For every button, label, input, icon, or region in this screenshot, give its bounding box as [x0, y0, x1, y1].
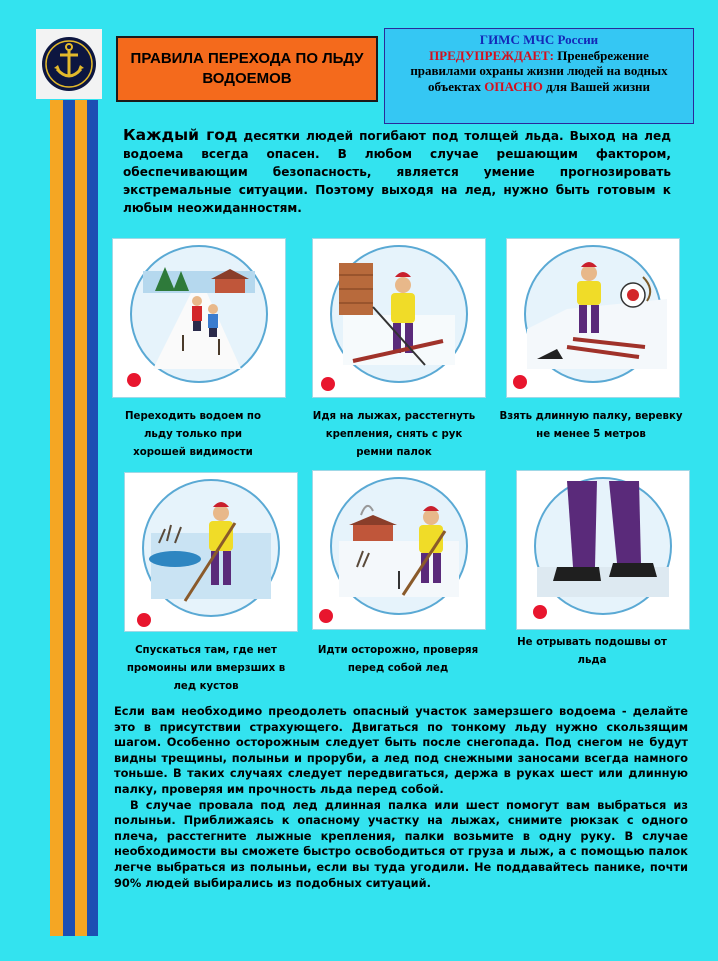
- rule-caption-6: Не отрывать подошвы от льда: [517, 637, 667, 666]
- intro-text: десятки людей погибают под толщей льда. Выход на лед водоема всегда опасен. В любом случае решающим фактором, обеспечивающим безопасность, является умение прогнозировать экстремальные ситуации. Поэтому выходя на лед, нужно быть готовым к любым неожиданностям.: [123, 129, 671, 215]
- body-paragraph-2: В случае провала под лед длинная палка или шест помогут вам выбраться из полыньи. Приближаясь к опасному участку на лыжах, снимите рюкзак с одного плеча, расстегните лыжные крепления, палки возьмите в одну руку. В случае необходимости вы сможете быстро освободиться от груза и лыж, а с помощью палок легче выбраться из полыньи, если вы туда угодили. Не поддавайтесь панике, почти 90% людей выбирались из подобных ситуаций.: [114, 797, 688, 890]
- descending-to-ice-illustration: [125, 473, 297, 631]
- page-title: [116, 36, 378, 102]
- warning-organization: ГИМС МЧС России: [479, 32, 599, 47]
- logo: [36, 29, 102, 99]
- body-paragraph-1: Если вам необходимо преодолеть опасный участок замерзшего водоема - делайте это в присутствии страхующего. Двигаться по тонкому льду нужно скользящим шагом. Особенно осторожным следует быть после снегопада. Под снегом не будут видны трещины, полыньи и проруби, а лед под снежными заносами всегда намного тоньше. В таких случаях следует передвигаться, держа в руках шест или длинную палку, проверяя им прочность льда перед собой.: [114, 704, 688, 796]
- alert-dot: [319, 609, 333, 623]
- side-stripe-orange-2: [75, 100, 87, 936]
- alert-dot: [321, 377, 335, 391]
- skier-with-rope-illustration: [507, 239, 679, 397]
- navy-anchor-emblem-icon: [40, 35, 98, 93]
- warning-text-part1: Пренебрежение правилами охраны жизни людей на водных объектах: [410, 47, 668, 94]
- warning-danger-word: ОПАСНО: [484, 78, 543, 94]
- warning-text-part2: для Вашей жизни: [546, 78, 651, 94]
- warning-warns-label: ПРЕДУПРЕЖДАЕТ:: [429, 47, 555, 63]
- alert-dot: [137, 613, 151, 627]
- warning-box: [384, 28, 694, 124]
- rule-caption-2: Идя на лыжах, расстегнуть крепления, снять с рук ремни палок: [312, 411, 476, 458]
- rule-card-1: [112, 238, 286, 398]
- rule-card-4: [124, 472, 298, 632]
- snowy-path-illustration: [113, 239, 285, 397]
- rule-card-5: [312, 470, 486, 630]
- rule-caption-4: Спускаться там, где нет промоины или вмерзших в лед кустов: [126, 645, 286, 692]
- rule-card-3: [506, 238, 680, 398]
- rule-caption-3: Взять длинную палку, веревку не менее 5 метров: [499, 411, 683, 440]
- testing-ice-illustration: [313, 471, 485, 629]
- intro-paragraph: [123, 126, 671, 217]
- alert-dot: [127, 373, 141, 387]
- side-stripe-blue-2: [87, 100, 98, 936]
- alert-dot: [533, 605, 547, 619]
- rule-caption-5: Идти осторожно, проверяя перед собой лед: [317, 645, 479, 674]
- page-title-text: ПРАВИЛА ПЕРЕХОДА ПО ЛЬДУ ВОДОЕМОВ: [130, 50, 364, 87]
- body-text: [114, 704, 688, 891]
- intro-lead: Каждый год: [123, 126, 238, 144]
- rule-card-6: [516, 470, 690, 630]
- alert-dot: [513, 375, 527, 389]
- side-stripe-orange-1: [50, 100, 63, 936]
- side-stripe-blue-1: [63, 100, 75, 936]
- rule-caption-1: Переходить водоем по льду только при хорошей видимости: [125, 411, 261, 458]
- rule-card-2: [312, 238, 486, 398]
- skier-with-poles-illustration: [313, 239, 485, 397]
